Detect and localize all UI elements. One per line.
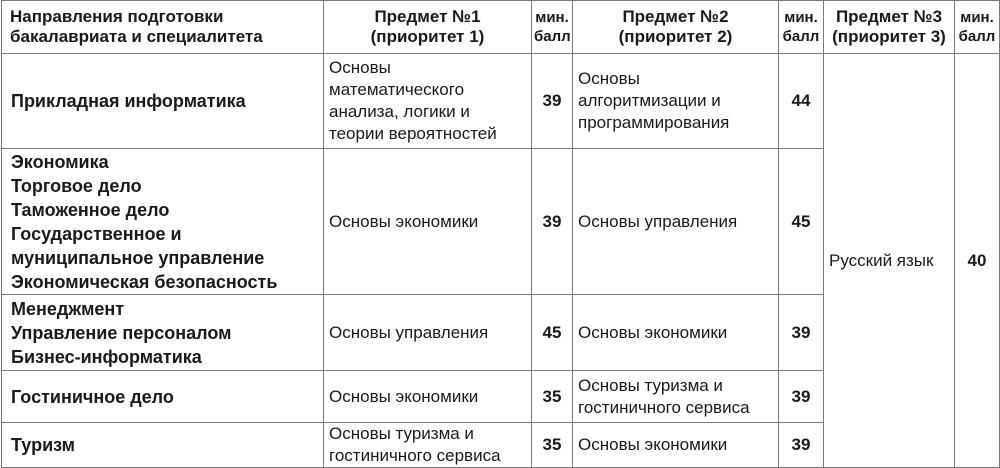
score1-cell: 39 [532, 54, 573, 149]
score1-cell: 45 [532, 295, 573, 371]
subject1-cell: Основы экономики [324, 371, 532, 423]
subject2-cell: Основы алгоритмизации и программирования [573, 54, 779, 149]
subject3-cell: Русский язык [824, 54, 955, 468]
subject2-cell: Основы экономики [573, 423, 779, 468]
subject2-cell: Основы экономики [573, 295, 779, 371]
directions-cell: Менеджмент Управление персоналом Бизнес-информатика [2, 295, 324, 371]
subject2-cell: Основы управления [573, 149, 779, 295]
directions-cell: Прикладная информатика [2, 54, 324, 149]
score1-cell: 35 [532, 371, 573, 423]
header-subject2: Предмет №2 (приоритет 2) [573, 1, 779, 54]
score3-cell: 40 [955, 54, 1000, 468]
header-subject3: Предмет №3 (приоритет 3) [824, 1, 955, 54]
score2-cell: 39 [779, 295, 824, 371]
score1-cell: 35 [532, 423, 573, 468]
directions-cell: Гостиничное дело [2, 371, 324, 423]
score2-cell: 39 [779, 371, 824, 423]
header-row [2, 1, 1000, 54]
header-min-score-2: мин. балл [779, 1, 824, 54]
subject1-cell: Основы туризма и гостиничного сервиса [324, 423, 532, 468]
score2-cell: 45 [779, 149, 824, 295]
table-row [2, 54, 1000, 149]
score2-cell: 44 [779, 54, 824, 149]
header-directions: Направления подготовки бакалавриата и специалитета [2, 1, 324, 54]
score2-cell: 39 [779, 423, 824, 468]
admission-table [1, 0, 1000, 468]
header-min-score-3: мин. балл [955, 1, 1000, 54]
score1-cell: 39 [532, 149, 573, 295]
header-min-score-1: мин. балл [532, 1, 573, 54]
directions-cell: Экономика Торговое дело Таможенное дело Государственное и муниципальное управление Экономическая безопасность [2, 149, 324, 295]
subject1-cell: Основы экономики [324, 149, 532, 295]
subject1-cell: Основы математического анализа, логики и теории вероятностей [324, 54, 532, 149]
subject1-cell: Основы управления [324, 295, 532, 371]
header-subject1: Предмет №1 (приоритет 1) [324, 1, 532, 54]
directions-cell: Туризм [2, 423, 324, 468]
subject2-cell: Основы туризма и гостиничного сервиса [573, 371, 779, 423]
